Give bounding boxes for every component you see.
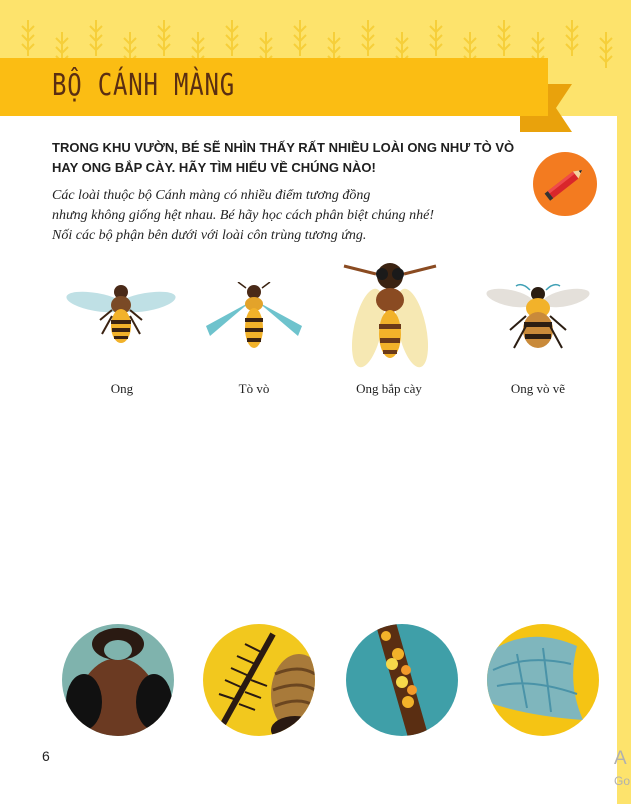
pencil-icon: [533, 152, 597, 216]
next-page-text: Go: [614, 774, 631, 788]
compound-eyes-icon: [62, 624, 174, 736]
wasp-icon[interactable]: [200, 282, 308, 352]
page-title: BỘ CÁNH MÀNG: [52, 68, 235, 103]
description-line: nhưng không giống hệt nhau. Bé hãy học cách phân biệt chúng nhé!: [52, 208, 435, 223]
insect-label-hornet: Ong bắp cày: [356, 381, 422, 396]
insect-label-wasp: Tò vò: [238, 381, 270, 396]
spotted-antenna-icon: [346, 624, 458, 736]
description-line: Các loài thuộc bộ Cánh màng có nhiều điểm tương đồng: [52, 188, 371, 203]
description-line: Nối các bộ phận bên dưới với loài côn trùng tương ứng.: [52, 228, 367, 243]
detail-circle-wing[interactable]: [487, 624, 599, 736]
wing-veins-icon: [487, 624, 599, 736]
detail-circle-antenna[interactable]: [346, 624, 458, 736]
page-edge: [617, 90, 631, 804]
detail-circle-eyes[interactable]: [62, 624, 174, 736]
hairy-leg-icon: [203, 624, 315, 736]
detail-circle-leg[interactable]: [203, 624, 315, 736]
next-page-text: A: [614, 748, 627, 769]
bumblebee-icon[interactable]: [486, 282, 590, 354]
insect-label-bumblebee: Ong vò vẽ: [510, 381, 566, 396]
insect-label-bee: Ong: [110, 381, 134, 396]
pencil-badge: [533, 152, 597, 216]
page-number: 6: [42, 748, 50, 764]
intro-text: TRONG KHU VƯỜN, BÉ SẼ NHÌN THẤY RẤT NHIỀU LOÀI ONG NHƯ TÒ VÒ HAY ONG BẮP CÀY. HÃY TÌM HIỂU VỀ CHÚNG NÀO!: [52, 140, 515, 175]
hornet-icon[interactable]: [340, 258, 440, 370]
bee-icon[interactable]: [66, 278, 176, 348]
description: [52, 186, 512, 246]
